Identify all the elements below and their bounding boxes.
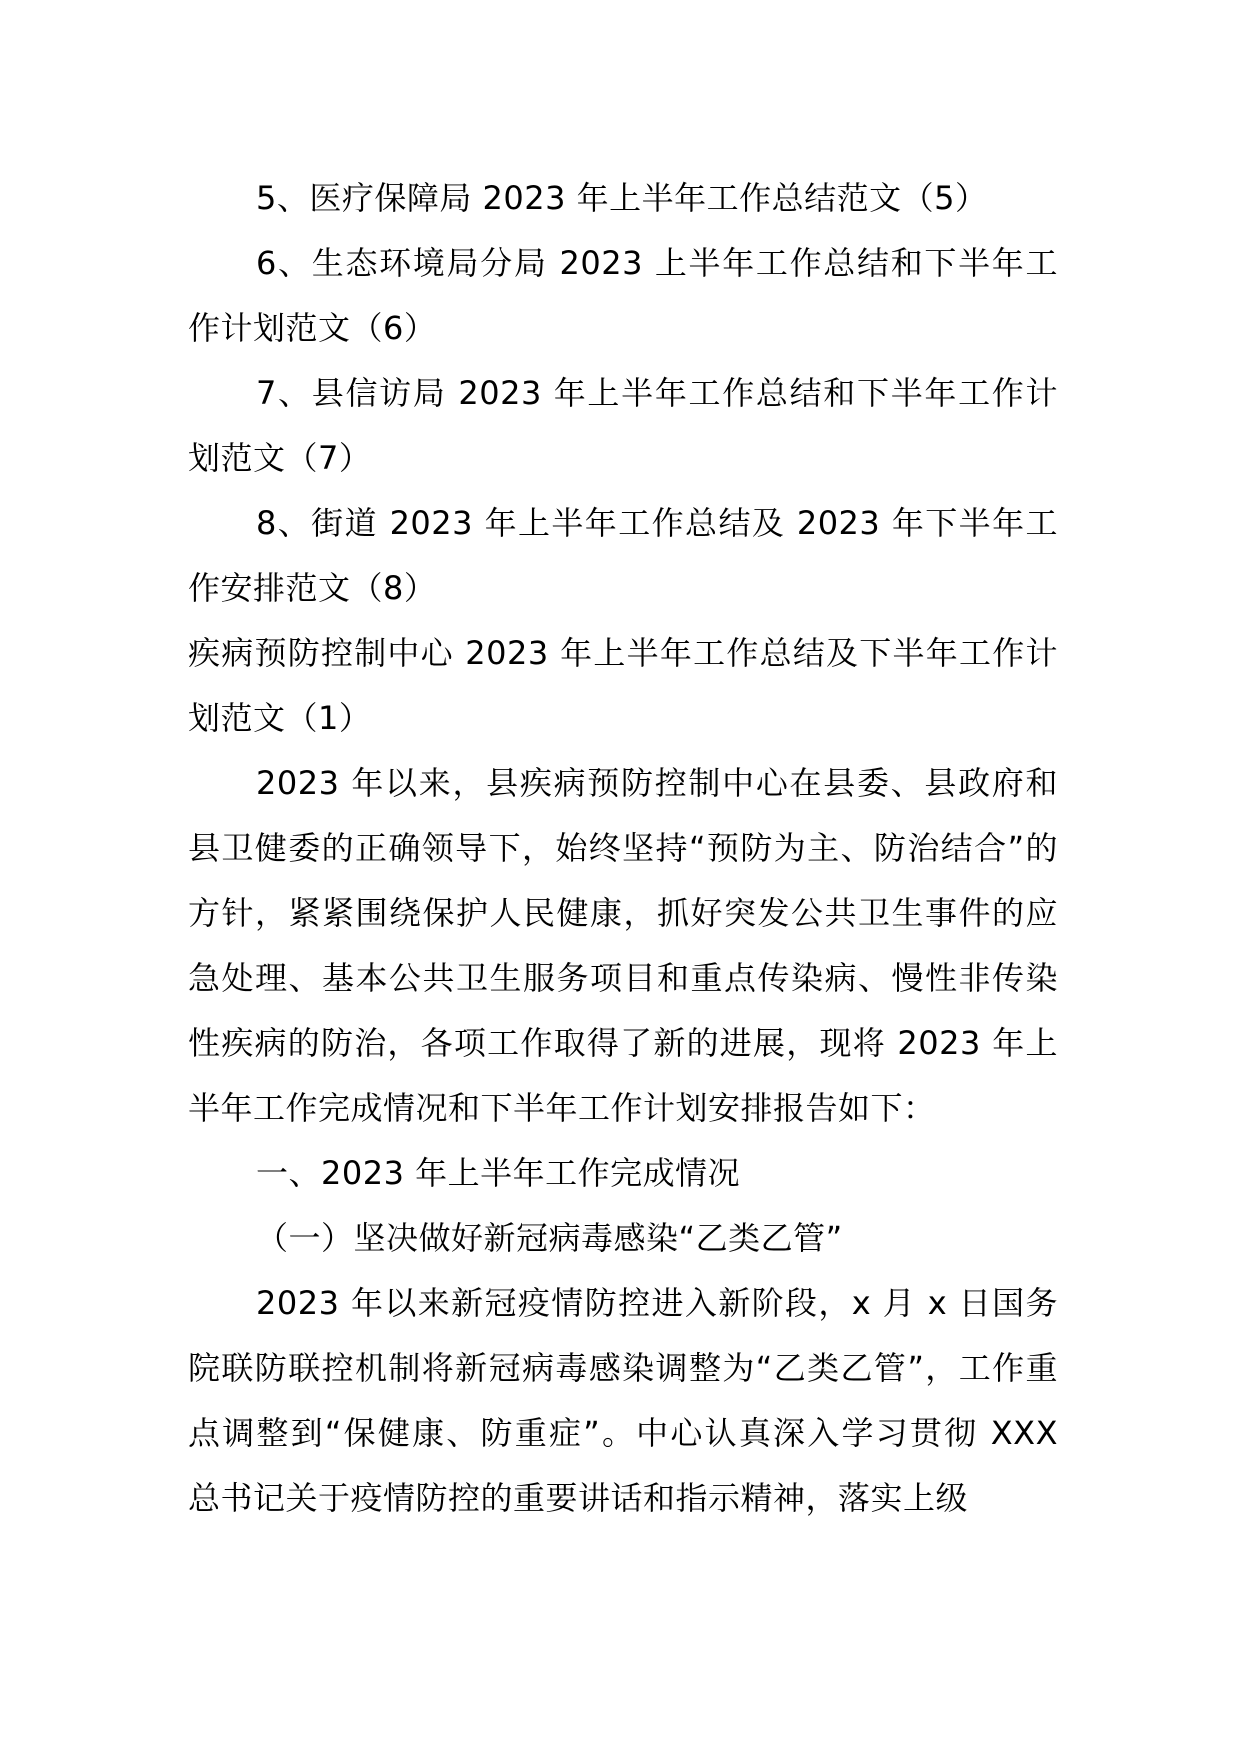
section-title: 疾病预防控制中心 2023 年上半年工作总结及下半年工作计划范文（1） bbox=[188, 634, 1058, 737]
body-paragraph: 2023 年以来新冠疫情防控进入新阶段，x 月 x 日国务院联防联控机制将新冠病毒感染调整为“乙类乙管”，工作重点调整到“保健康、防重症”。中心认真深入学习贯彻 XXX 总书记关于疫情防控的重要讲话和指示精神，落实上级 bbox=[188, 1284, 1058, 1517]
toc-item-5: 5、医疗保障局 2023 年上半年工作总结范文（5） bbox=[256, 179, 988, 217]
toc-item-8: 8、街道 2023 年上半年工作总结及 2023 年下半年工作安排范文（8） bbox=[188, 504, 1058, 607]
toc-item-7: 7、县信访局 2023 年上半年工作总结和下半年工作计划范文（7） bbox=[188, 374, 1058, 477]
intro-paragraph: 2023 年以来，县疾病预防控制中心在县委、县政府和县卫健委的正确领导下，始终坚持“预防为主、防治结合”的方针，紧紧围绕保护人民健康，抓好突发公共卫生事件的应急处理、基本公共卫生服务项目和重点传染病、慢性非传染性疾病的防治，各项工作取得了新的进展，现将 2023 年上半年工作完成情况和下半年工作计划安排报告如下： bbox=[188, 764, 1058, 1127]
toc-item-6: 6、生态环境局分局 2023 上半年工作总结和下半年工作计划范文（6） bbox=[188, 244, 1058, 347]
heading-level-1: 一、2023 年上半年工作完成情况 bbox=[256, 1154, 741, 1192]
heading-level-2: （一）坚决做好新冠病毒感染“乙类乙管” bbox=[256, 1219, 843, 1257]
document-body bbox=[188, 166, 1058, 1531]
